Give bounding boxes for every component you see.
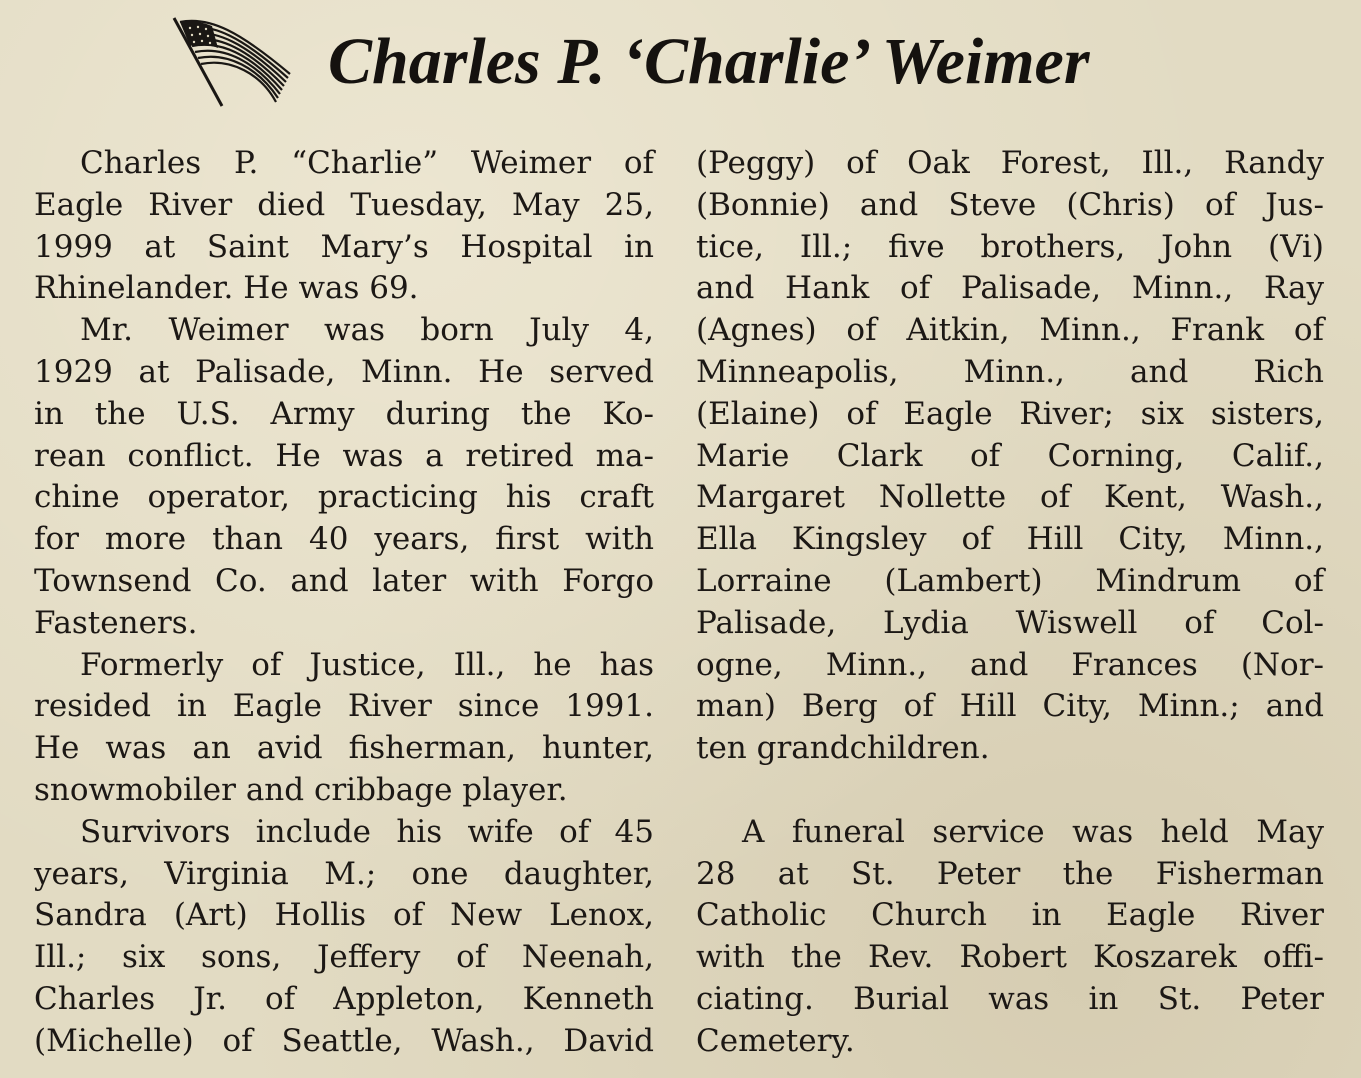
text-line: Ill.; six sons, Jeffery of Neenah, bbox=[34, 939, 654, 976]
text-line: Mr. Weimer was born July 4, bbox=[80, 312, 654, 349]
text-line: rean conflict. He was a retired ma- bbox=[34, 437, 654, 474]
text-line: 28 at St. Peter the Fisherman bbox=[696, 855, 1324, 892]
text-line: Minneapolis, Minn., and Rich bbox=[696, 353, 1324, 390]
text-line: Charles P. “Charlie” Weimer of bbox=[80, 145, 654, 181]
right-column bbox=[696, 143, 1324, 1063]
text-line: Townsend Co. and later with Forgo bbox=[34, 562, 654, 599]
text-line: Cemetery. bbox=[696, 1022, 855, 1059]
text-line: and Hank of Palisade, Minn., Ray bbox=[696, 270, 1324, 307]
american-flag-icon bbox=[170, 14, 296, 110]
text-line: Ella Kingsley of Hill City, Minn., bbox=[696, 521, 1324, 558]
text-line: ogne, Minn., and Frances (Nor- bbox=[696, 646, 1324, 683]
text-line: (Bonnie) and Steve (Chris) of Jus- bbox=[696, 186, 1324, 223]
text-line: Palisade, Lydia Wiswell of Col- bbox=[696, 604, 1324, 641]
text-line: Sandra (Art) Hollis of New Lenox, bbox=[34, 897, 654, 934]
text-line: chine operator, practicing his craft bbox=[34, 479, 654, 516]
text-line: A funeral service was held May bbox=[742, 813, 1324, 850]
text-line: ciating. Burial was in St. Peter bbox=[696, 980, 1324, 1017]
text-line: in the U.S. Army during the Ko- bbox=[34, 395, 654, 432]
text-line: (Michelle) of Seattle, Wash., David bbox=[34, 1022, 654, 1059]
text-line: Catholic Church in Eagle River bbox=[696, 897, 1324, 934]
text-line: Lorraine (Lambert) Mindrum of bbox=[696, 562, 1324, 599]
text-line: man) Berg of Hill City, Minn.; and bbox=[696, 688, 1324, 725]
text-line: Eagle River died Tuesday, May 25, bbox=[34, 186, 654, 223]
obituary-headline: Charles P. ‘Charlie’ Weimer bbox=[328, 25, 1090, 98]
text-line: (Elaine) of Eagle River; six sisters, bbox=[696, 395, 1324, 432]
text-line: Formerly of Justice, Ill., he has bbox=[80, 646, 654, 683]
text-line: years, Virginia M.; one daughter, bbox=[34, 855, 654, 892]
text-line: (Agnes) of Aitkin, Minn., Frank of bbox=[696, 312, 1324, 349]
text-line: for more than 40 years, first with bbox=[34, 521, 654, 558]
text-line: Rhinelander. He was 69. bbox=[34, 270, 419, 307]
text-line: ten grandchildren. bbox=[696, 730, 990, 767]
text-line: tice, Ill.; five brothers, John (Vi) bbox=[696, 228, 1324, 265]
text-line: Charles Jr. of Appleton, Kenneth bbox=[34, 980, 654, 1017]
text-line: He was an avid fisherman, hunter, bbox=[34, 730, 654, 767]
paragraph-gap bbox=[696, 770, 1324, 812]
text-line: 1929 at Palisade, Minn. He served bbox=[34, 353, 654, 390]
text-line: Margaret Nollette of Kent, Wash., bbox=[696, 479, 1324, 516]
text-line: Survivors include his wife of 45 bbox=[80, 813, 654, 850]
text-line: Marie Clark of Corning, Calif., bbox=[696, 437, 1324, 474]
text-line: snowmobiler and cribbage player. bbox=[34, 771, 568, 808]
left-column bbox=[34, 143, 654, 1063]
text-line: resided in Eagle River since 1991. bbox=[34, 688, 654, 725]
text-line: Fasteners. bbox=[34, 604, 198, 641]
text-line: (Peggy) of Oak Forest, Ill., Randy bbox=[696, 145, 1324, 181]
text-line: 1999 at Saint Mary’s Hospital in bbox=[34, 228, 654, 265]
text-line: with the Rev. Robert Koszarek offi- bbox=[696, 939, 1324, 976]
